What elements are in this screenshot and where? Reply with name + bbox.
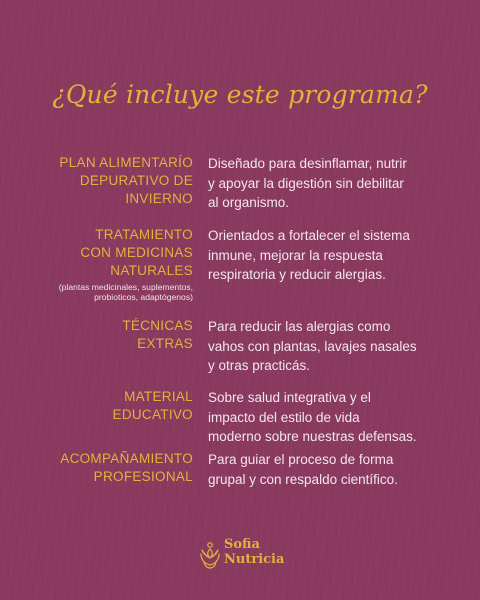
item-label-line: TRATAMIENTO: [95, 227, 193, 242]
brand-name-line: Nutricia: [224, 551, 285, 567]
item-label: [18, 154, 193, 208]
item-description-line: inmune, mejorar la respuesta: [208, 247, 383, 263]
item-label-line: CON MEDICINAS: [80, 245, 193, 260]
lotus-hands-icon: [198, 540, 222, 570]
item-label-line: DEPURATIVO DE: [79, 173, 193, 188]
item-description-line: Orientados a fortalecer el sistema: [208, 228, 410, 243]
item-description: [208, 226, 433, 285]
item-label-line: TÉCNICAS: [122, 318, 193, 333]
item-sublabel: [3, 282, 193, 302]
item-description-line: al organismo.: [208, 195, 290, 210]
item-description-line: Diseñado para desinflamar, nutrir: [208, 156, 407, 171]
item-description-line: grupal y con respaldo científico.: [208, 471, 398, 487]
item-label: [3, 226, 193, 302]
item-description-line: y apoyar la digestión sin debilitar: [208, 175, 404, 191]
item-description-line: Sobre salud integrativa y el: [208, 390, 371, 405]
item-label-line: NATURALES: [110, 263, 193, 278]
page-title: ¿Qué incluye este programa?: [52, 80, 428, 109]
item-label-line: EDUCATIVO: [112, 407, 193, 422]
brand-logo: [198, 538, 298, 578]
item-description-line: y otras practicás.: [208, 358, 311, 373]
item-label-line: ACOMPAÑAMIENTO: [60, 451, 193, 466]
item-label-line: MATERIAL: [124, 389, 193, 404]
item-description-line: Para reducir las alergias como: [208, 319, 391, 334]
item-description-line: Para guiar el proceso de forma: [208, 452, 394, 467]
item-label-line: INVIERNO: [125, 191, 193, 206]
item-label: [18, 388, 193, 424]
brand-name-line: Sofia: [224, 537, 260, 552]
item-label-line: PLAN ALIMENTARÍO: [59, 155, 193, 170]
item-label: [18, 450, 193, 486]
item-description-line: impacto del estilo de vida: [208, 409, 360, 425]
item-sublabel-line: (plantas medicinales, suplementos,: [58, 282, 193, 292]
item-description: [208, 388, 433, 447]
item-label-line: PROFESIONAL: [93, 469, 193, 484]
item-description-line: moderno sobre nuestras defensas.: [208, 429, 417, 444]
item-label-line: EXTRAS: [137, 336, 193, 351]
item-sublabel-line: probioticos, adaptógenos): [94, 292, 193, 302]
item-description: [208, 317, 433, 376]
item-description-line: vahos con plantas, lavajes nasales: [208, 338, 417, 354]
brand-name: [224, 538, 284, 567]
item-description: [208, 154, 433, 213]
item-label: [18, 317, 193, 353]
item-description: [208, 450, 433, 489]
item-description-line: respiratoria y reducir alergias.: [208, 267, 386, 282]
